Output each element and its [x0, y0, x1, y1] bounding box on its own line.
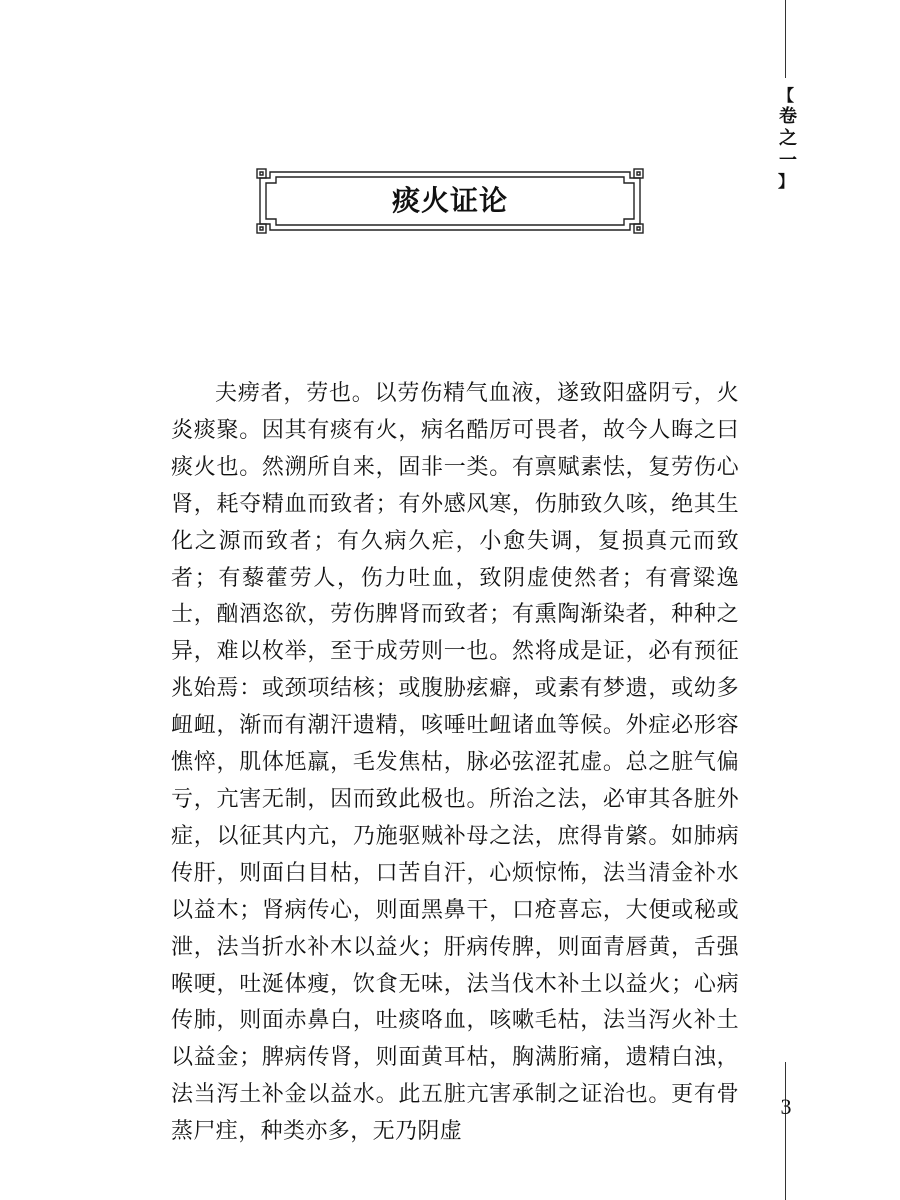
running-head-title: 卷之一: [776, 106, 797, 172]
body-paragraph: 夫痨者，劳也。以劳伤精气血液，遂致阳盛阴亏，火炎痰聚。因其有痰有火，病名酷厉可畏者，故今人晦之曰痰火也。然溯所自来，固非一类。有禀赋素怯，复劳伤心肾，耗夺精血而致者；有外感风寒，伤肺致久咳，绝其生化之源而致者；有久病久疟，小愈失调，复损真元而致者；有藜藿劳人，伤力吐血，致阴虚使然者；有膏粱逸士，酗酒恣欲，劳伤脾肾而致者；有熏陶渐染者，种种之异，难以枚举，至于成劳则一也。然将成是证，必有预征兆始焉：或颈项结核；或腹胁痃癖，或素有梦遗，或幼多衄衄，渐而有潮汗遗精，咳唾吐衄诸血等候。外症必形容憔悴，肌体尪羸，毛发焦枯，脉必弦涩芤虚。总之脏气偏亏，亢害无制，因而致此极也。所治之法，必审其各脏外症，以征其内亢，乃施驱贼补母之法，庶得肯綮。如肺病传肝，则面白目枯，口苦自汗，心烦惊怖，法当清金补水以益木；肾病传心，则面黑鼻干，口疮喜忘，大便或秘或泄，法当折水补木以益火；肝病传脾，则面青唇黄，舌强喉哽，吐涎体瘦，饮食无味，法当伐木补土以益火；心病传肺，则面赤鼻白，吐痰咯血，咳嗽毛枯，法当泻火补土以益金；脾病传肾，则面黄耳枯，胸满胻痛，遗精白浊，法当泻土补金以益水。此五脏亢害承制之证治也。更有骨蒸尸疰，种类亦多，无乃阴虚: [171, 381, 739, 1145]
margin-rule-top: [785, 0, 786, 78]
running-head-close-bracket: 】: [777, 172, 794, 191]
margin-rule-bottom: [785, 1062, 786, 1200]
section-title: 痰火证论: [391, 184, 508, 217]
running-head-open-bracket: 【: [777, 86, 794, 105]
section-title-frame: [256, 168, 644, 234]
running-head: [771, 86, 801, 192]
page-number: 3: [780, 1094, 792, 1119]
